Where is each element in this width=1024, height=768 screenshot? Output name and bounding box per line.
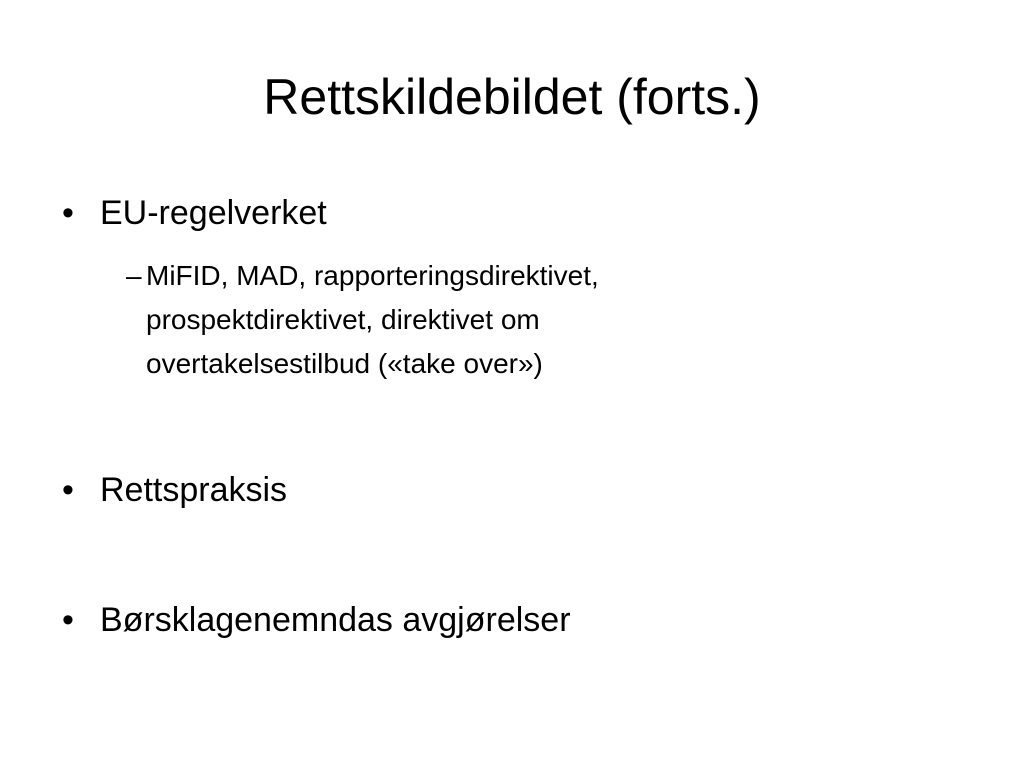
- bullet-item-rettspraksis: [62, 468, 287, 512]
- bullet-item-eu-regelverket: [62, 191, 327, 235]
- bullet-text: Rettspraksis: [100, 471, 288, 509]
- bullet-text: EU-regelverket: [100, 194, 327, 232]
- sub-bullet-text: MiFID, MAD, rapporteringsdirektivet, prospektdirektivet, direktivet om overtakelsestilbud («take over»): [146, 260, 599, 379]
- slide-title: Rettskildebildet (forts.): [263, 69, 761, 125]
- bullet-text: Børsklagenemndas avgjørelser: [100, 601, 571, 639]
- bullet-marker: •: [62, 601, 74, 639]
- bullet-marker: •: [62, 471, 74, 509]
- sub-bullet-item-directives: [126, 254, 826, 386]
- sub-bullet-marker: –: [126, 260, 142, 291]
- bullet-marker: •: [62, 194, 74, 232]
- bullet-item-borsklagenemnda: [62, 598, 571, 642]
